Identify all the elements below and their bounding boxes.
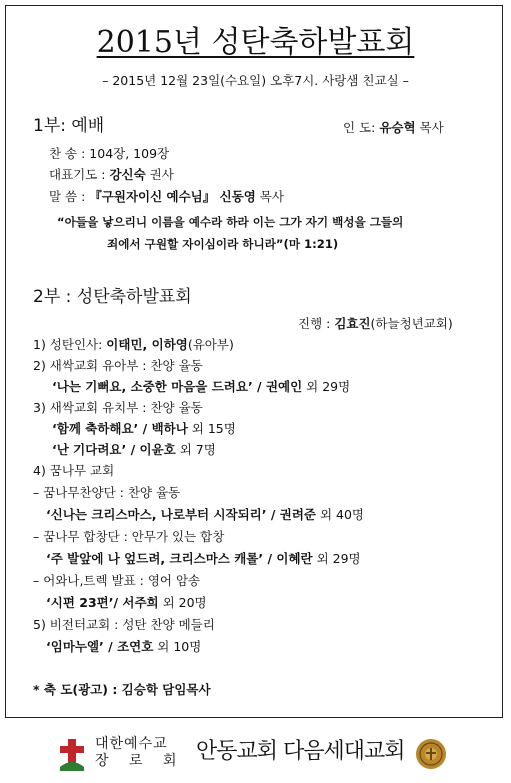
item-performer: ‘시편 23편’/ 서주희 xyxy=(46,595,159,610)
part1-leader xyxy=(343,119,444,137)
program-item xyxy=(46,506,364,524)
item-performer: 이태민, 이하영 xyxy=(106,337,188,352)
item-performer: ‘나는 기뻐요, 소중한 마음을 드려요’ / 권예인 xyxy=(52,379,303,394)
church-seal-icon xyxy=(415,738,447,770)
benediction-line: * 축 도(광고) : 김승학 담임목사 xyxy=(33,682,211,697)
item-performer: ‘주 발앞에 나 엎드려, 크리스마스 캐롤’ / 이혜란 xyxy=(46,551,313,566)
item-note: 외 7명 xyxy=(175,442,216,457)
leader-label: 인 도: xyxy=(343,120,380,135)
program-item xyxy=(46,638,201,656)
item-text: – 꿈나무찬양단 : 찬양 율동 xyxy=(33,485,181,500)
event-info: – 2015년 12월 23일(수요일) 오후7시. 사랑샘 친교실 – xyxy=(102,73,409,88)
item-note: 외 10명 xyxy=(153,639,202,654)
item-text: 4) 꿈나무 교회 xyxy=(33,463,115,478)
sermon-title: 『구원자이신 예수님』 xyxy=(89,189,216,204)
item-text: 3) 새싹교회 유치부 : 찬양 율동 xyxy=(33,400,203,415)
program-item xyxy=(33,572,200,590)
leader-name: 유승혁 xyxy=(379,120,416,135)
program-item xyxy=(33,399,203,417)
leader-title: 목사 xyxy=(415,120,444,135)
program-item xyxy=(33,357,203,375)
cross-logo-icon xyxy=(58,737,86,771)
prayer-title: 권사 xyxy=(145,167,174,182)
host-line xyxy=(298,315,453,333)
prayer-name: 강신숙 xyxy=(109,167,146,182)
item-text: – 어와나,트렉 발표 : 영어 암송 xyxy=(33,573,201,588)
item-performer: ‘신나는 크리스마스, 나로부터 시작되리’ / 권려준 xyxy=(46,507,316,522)
item-text: 5) 비전터교회 : 성탄 찬양 메들리 xyxy=(33,617,215,632)
program-item xyxy=(46,594,207,612)
program-item xyxy=(33,336,234,354)
sermon-line xyxy=(49,188,284,206)
denomination xyxy=(95,736,184,770)
hymn-line xyxy=(49,145,169,163)
item-performer: ‘임마누엘’ / 조연호 xyxy=(46,639,154,654)
program-item xyxy=(52,378,350,396)
sermon-speaker-title: 목사 xyxy=(255,189,284,204)
page-title: 2015년 성탄축하발표회 xyxy=(96,25,415,60)
item-note: 외 15명 xyxy=(187,421,236,436)
item-note: 외 20명 xyxy=(158,595,207,610)
item-note: 외 40명 xyxy=(316,507,365,522)
program-item xyxy=(33,616,215,634)
item-performer: ‘함께 축하해요’ / 백하나 xyxy=(52,421,188,436)
denomination-line-2: 장 로 회 xyxy=(95,753,185,769)
hymn-value: 104장, 109장 xyxy=(89,146,170,161)
item-performer: ‘난 기다려요’ / 이윤호 xyxy=(52,442,176,457)
program-item xyxy=(33,528,224,546)
part1-heading: 1부: 예배 xyxy=(33,116,105,136)
prayer-label: 대표기도 : xyxy=(49,167,110,182)
program-item xyxy=(33,484,180,502)
verse-line-1: “아들을 낳으리니 이름을 예수라 하라 이는 그가 자기 백성을 그들의 xyxy=(57,215,404,229)
host-name: 김효진 xyxy=(334,316,371,331)
program-item xyxy=(33,462,114,480)
item-text: 1) 성탄인사: xyxy=(33,337,107,352)
program-item xyxy=(52,420,236,438)
item-note: 외 29명 xyxy=(312,551,361,566)
prayer-line xyxy=(49,166,174,184)
item-text: – 꿈나무 합창단 : 안무가 있는 합창 xyxy=(33,529,225,544)
program-item xyxy=(52,441,216,459)
sermon-speaker: 신동영 xyxy=(215,189,256,204)
item-note: (유아부) xyxy=(187,337,234,352)
part2-heading: 2부 : 성탄축하발표회 xyxy=(33,287,192,307)
program-item xyxy=(46,550,361,568)
item-note: 외 29명 xyxy=(302,379,351,394)
hymn-label: 찬 송 : xyxy=(49,146,90,161)
denomination-line-1: 대한예수교 xyxy=(95,736,168,752)
host-note: (하늘청년교회) xyxy=(370,316,453,331)
church-name: 안동교회 다음세대교회 xyxy=(196,739,405,764)
sermon-label: 말 씀 : xyxy=(49,189,90,204)
verse-line-2: 죄에서 구원할 자이심이라 하니라”(마 1:21) xyxy=(107,237,339,251)
host-label: 진행 : xyxy=(298,316,335,331)
item-text: 2) 새싹교회 유아부 : 찬양 율동 xyxy=(33,358,203,373)
